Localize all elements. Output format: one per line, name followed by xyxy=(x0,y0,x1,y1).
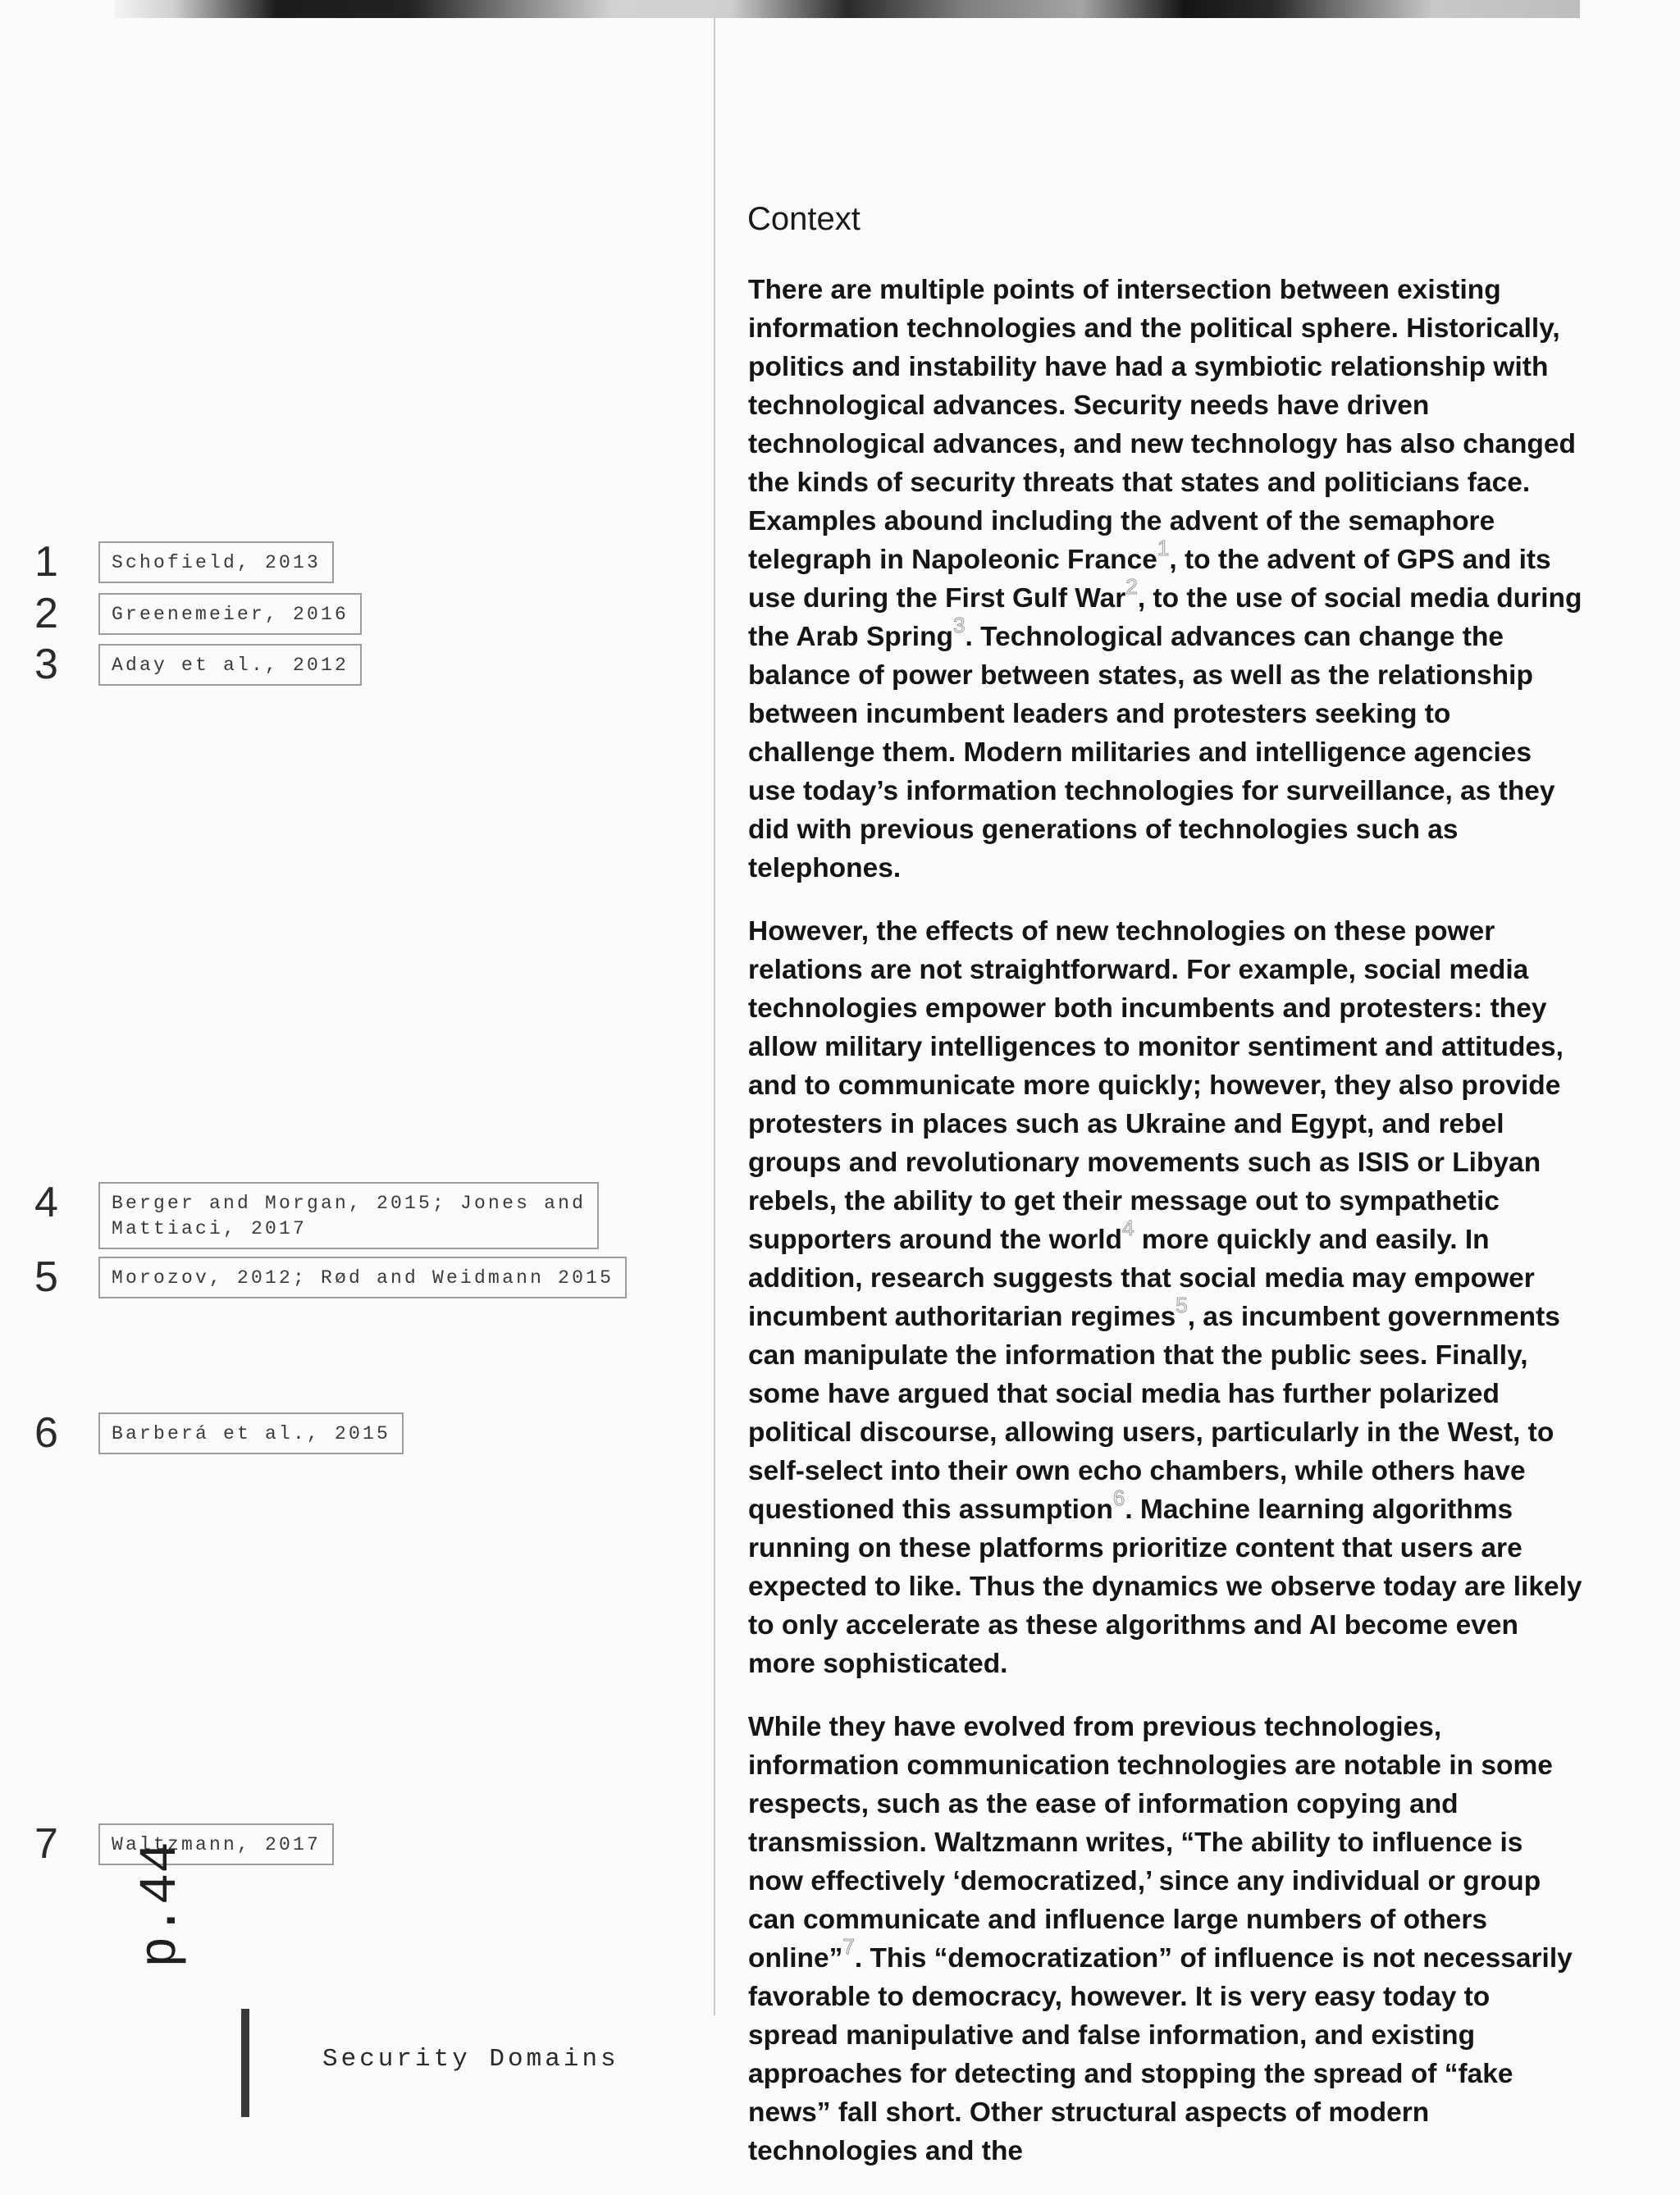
reference-number: 4 xyxy=(34,1179,58,1226)
footnote-marker[interactable]: 5 xyxy=(1176,1293,1188,1317)
paragraph xyxy=(748,271,1585,888)
reference-citation: Waltzmann, 2017 xyxy=(98,1823,334,1865)
paragraph-text: . Technological advances can change the balance of power between states, as well as the relationship between incumbent leaders and protesters seeking to challenge them. Modern militaries and intelligence agencies use today’s information technologies for surveillance, as they did with previous generations of technologies such as telephones. xyxy=(748,622,1555,883)
reference-citation: Aday et al., 2012 xyxy=(98,644,362,686)
reference-number: 3 xyxy=(34,641,58,688)
section-heading: Context xyxy=(747,201,861,237)
paragraph-text: , as incumbent governments can manipulate the information that the public sees. Finally, some have argued that social media has further polarized political discourse, allowing users, particularly in the West, to self-select into their own echo chambers, while others have questioned this assumption xyxy=(748,1302,1560,1525)
reference-citation: Schofield, 2013 xyxy=(98,541,334,583)
reference-citation: Morozov, 2012; Rød and Weidmann 2015 xyxy=(98,1257,627,1298)
paragraph-text: . This “democratization” of influence is not necessarily favorable to democracy, however. It is very easy today to spread manipulative and false information, and existing approaches for detecting and stopping the spread of “fake news” fall short. Other structural aspects of modern technologies and the xyxy=(748,1943,1573,2166)
footnote-marker[interactable]: 6 xyxy=(1112,1485,1125,1510)
paragraph-text: While they have evolved from previous technologies, information communication technologies are notable in some respects, such as the ease of information copying and transmission. Waltzmann writes, “The ability to influence is now effectively ‘democratized,’ since any individual or group can communicate and influence large numbers of others online” xyxy=(748,1712,1553,1974)
reference-citation: Barberá et al., 2015 xyxy=(98,1412,404,1454)
reference-number: 5 xyxy=(34,1253,58,1301)
footnote-marker[interactable]: 7 xyxy=(842,1934,855,1959)
paragraph-text: There are multiple points of intersection between existing information technologies and the political sphere. Historically, politics and instability have had a symbiotic relationship with technological advances. Security needs have driven technological advances, and new technology has also changed the kinds of security threats that states and politicians face. Examples abound including the advent of the semaphore telegraph in Napoleonic France xyxy=(748,275,1576,575)
footnote-marker[interactable]: 1 xyxy=(1157,536,1170,560)
footnote-marker[interactable]: 3 xyxy=(953,613,966,637)
paragraph-text: However, the effects of new technologies on these power relations are not straightforward. For example, social media technologies empower both incumbents and protesters: they allow military intelligences to monitor sentiment and attitudes, and to communicate more quickly; however, they also provide protesters in places such as Ukraine and Egypt, and rebel groups and revolutionary movements such as ISIS or Libyan rebels, the ability to get their message out to sympathetic supporters around the world xyxy=(748,916,1564,1255)
column-divider xyxy=(714,18,715,2015)
page-number: p.44 xyxy=(132,1841,191,1968)
paragraph-text: , to the advent of GPS and its use during the First Gulf War xyxy=(748,545,1551,614)
reference-number: 2 xyxy=(34,590,58,637)
reference-number: 7 xyxy=(34,1820,58,1868)
paragraph-text: . Machine learning algorithms running on these platforms prioritize content that users are expected to like. Thus the dynamics we observe today are likely to only accelerate as these algorithms and AI become even more sophisticated. xyxy=(748,1495,1582,1679)
footnote-marker[interactable]: 2 xyxy=(1125,574,1138,599)
header-gradient-strip xyxy=(115,0,1580,18)
paragraph xyxy=(748,1708,1585,2170)
footer-bar xyxy=(241,2009,249,2117)
paragraph-text: more quickly and easily. In addition, research suggests that social media may empower incumbent authoritarian regimes xyxy=(748,1225,1535,1332)
footer-section-title: Security Domains xyxy=(322,2045,619,2074)
reference-citation: Berger and Morgan, 2015; Jones and Mattiaci, 2017 xyxy=(98,1182,599,1249)
reference-number: 6 xyxy=(34,1409,58,1457)
footnote-marker[interactable]: 4 xyxy=(1122,1216,1134,1240)
body-text xyxy=(748,271,1585,2195)
paragraph-text: , to the use of social media during the Arab Spring xyxy=(748,583,1582,652)
reference-citation: Greenemeier, 2016 xyxy=(98,593,362,635)
reference-number: 1 xyxy=(34,538,58,586)
paragraph xyxy=(748,912,1585,1683)
